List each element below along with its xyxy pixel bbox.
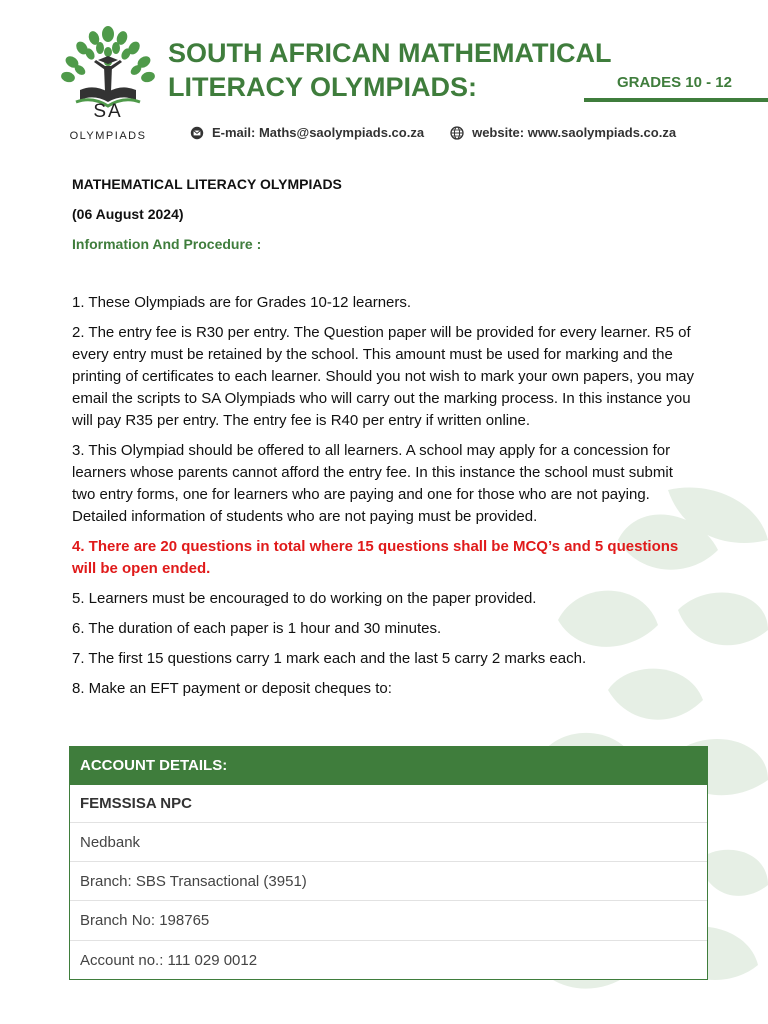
account-details-table	[69, 746, 708, 980]
email-icon	[190, 126, 204, 140]
list-item-highlighted: 4. There are 20 questions in total where 15 questions shall be MCQ’s and 5 questions will be open ended.	[72, 538, 679, 577]
account-details-header: ACCOUNT DETAILS:	[70, 747, 707, 785]
title-line-1: SOUTH AFRICAN MATHEMATICAL	[168, 38, 612, 68]
list-item: 7. The first 15 questions carry 1 mark each and the last 5 carry 2 marks each.	[72, 650, 587, 667]
list-item: 8. Make an EFT payment or deposit cheques to:	[72, 680, 392, 697]
table-row: Branch: SBS Transactional (3951)	[70, 861, 707, 900]
table-row: Branch No: 198765	[70, 900, 707, 940]
page-title	[168, 36, 611, 104]
grades-label: GRADES 10 - 12	[616, 74, 732, 91]
list-item: 6. The duration of each paper is 1 hour and 30 minutes.	[72, 620, 442, 637]
list-item: 1. These Olympiads are for Grades 10-12 learners.	[72, 294, 412, 311]
title-line-2: LITERACY OLYMPIADS:	[168, 72, 478, 102]
logo-sa-text: SA	[93, 101, 123, 122]
logo-olympiads-text: OLYMPIADS	[69, 130, 147, 142]
table-row: Nedbank	[70, 822, 707, 861]
website-link[interactable]: website: www.saolympiads.co.za	[472, 125, 677, 140]
document-heading: MATHEMATICAL LITERACY OLYMPIADS	[72, 176, 342, 192]
globe-icon	[450, 126, 464, 140]
list-item: 5. Learners must be encouraged to do working on the paper provided.	[72, 590, 537, 607]
header-rule	[584, 98, 768, 102]
table-row: FEMSSISA NPC	[80, 795, 192, 812]
email-link[interactable]: E-mail: Maths@saolympiads.co.za	[212, 125, 425, 140]
contact-line	[190, 125, 676, 140]
table-row: Account no.: 111 029 0012	[70, 940, 707, 979]
document-date: (06 August 2024)	[72, 206, 184, 222]
list-item: 3. This Olympiad should be offered to all learners. A school may apply for a concession for learners whose parents cannot afford the entry fee. In this instance the school must submit two entry forms, one for learners who are paying and one for those who are not paying. Detailed information of students who are not paying must be provided.	[72, 442, 673, 525]
document-body	[72, 176, 700, 708]
list-item: 2. The entry fee is R30 per entry. The Question paper will be provided for every learner. R5 of every entry must be retained by the school. This amount must be used for marking and the printing of certificates to each learner. Should you not wish to mark your own papers, you may email the scripts to SA Olympiads who will carry out the marking process. In this instance you will pay R35 per entry. The entry fee is R40 per entry if written online.	[72, 324, 694, 429]
information-subheading: Information And Procedure :	[72, 236, 262, 252]
